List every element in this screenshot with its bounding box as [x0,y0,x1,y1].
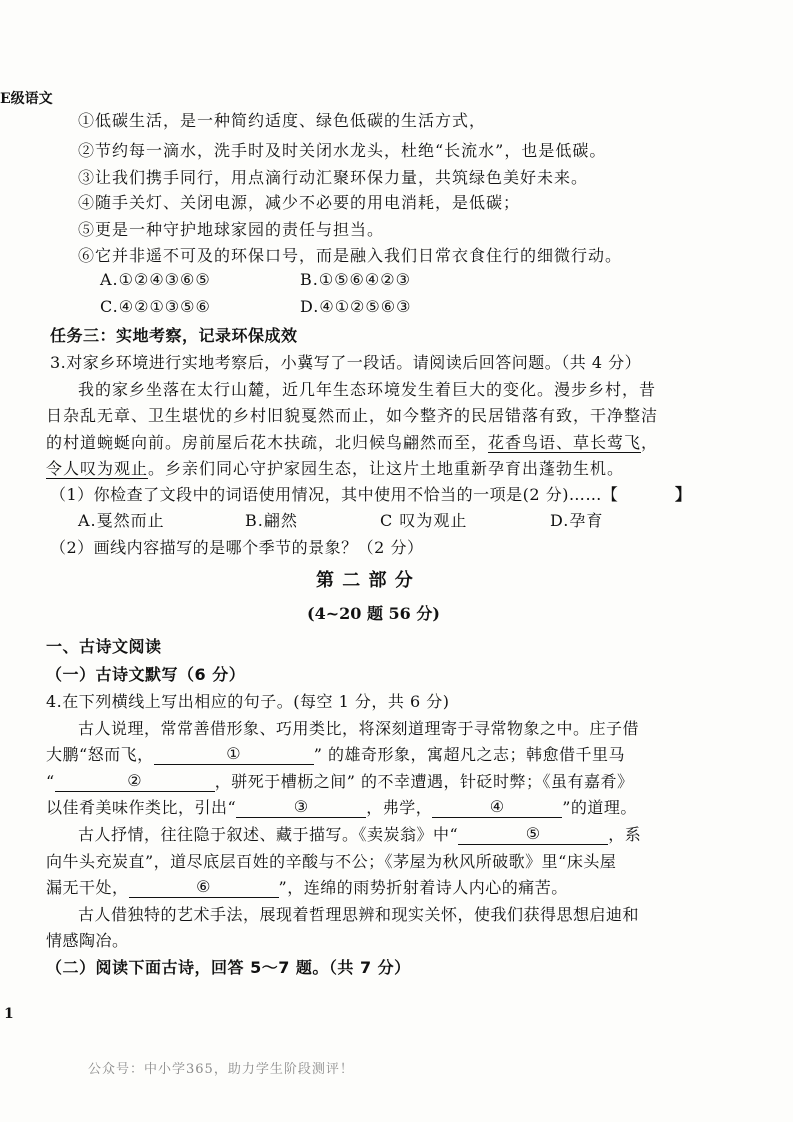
para1-line-4-c: ”的道理。 [562,798,637,817]
footer-watermark: 公众号：中小学365，助力学生阶段测评！ [88,1062,354,1077]
para1-line-2-b: ” 的雄奇形象，寓超凡之志；韩愈借千里马 [313,745,625,764]
para1-line-4-a: 以佳肴美味作类比，引出“ [46,798,237,817]
para2-line-1-b: ，系 [608,825,642,844]
blank-2[interactable]: ② [55,772,215,792]
para2-line-3-a: 漏无干处， [46,878,129,897]
sentence-5: ⑤更是一种守护地球家园的责任与担当。 [78,220,385,239]
answer-bracket-close: 】 [675,485,692,504]
para1-line-3-b: ，骈死于槽枥之间” 的不幸遭遇，针砭时弊；《虽有嘉肴》 [214,772,634,791]
part2-title: 第 二 部 分 [316,570,414,591]
task3-title: 任务三：实地考察，记录环保成效 [50,326,298,345]
passage-line-2: 日杂乱无章、卫生堪忧的乡村旧貌戛然而止，如今整齐的民居错落有致，干净整洁 [46,406,659,425]
subquestion-2: （2）画线内容描写的是哪个季节的景象？（2 分） [50,538,424,557]
sentence-3: ③让我们携手同行，用点滴行动汇聚环保力量，共筑绿色美好未来。 [78,168,589,187]
para2-line-1 [78,822,641,845]
sentence-6: ⑥它并非遥不可及的环保口号，而是融入我们日常衣食住行的细微行动。 [78,246,623,265]
para3-line-1: 古人借独特的艺术手法，展现着哲理思辨和现实关怀，使我们获得思想启迪和 [78,905,640,924]
sub1-option-c: C 叹为观止 [380,511,468,530]
passage-line-3-end: ， [641,433,659,452]
sentence-1: ①低碳生活，是一种简约适度、绿色低碳的生活方式， [78,111,487,130]
underlined-phrase-2: 令人叹为观止 [46,459,149,478]
section1-sub1-title: （一）古诗文默写（6 分） [46,665,246,684]
para2-line-2: 向牛头充炭直”，道尽底层百姓的辛酸与不公；《茅屋为秋风所破歌》里“床头屋 [46,852,617,871]
subquestion-1: （1）你检查了文段中的词语使用情况，其中使用不恰当的一项是(2 分)……【 [50,485,619,504]
passage-line-3 [46,430,658,453]
header-fragment: E级语文 [0,91,53,107]
blank-3[interactable]: ③ [236,798,366,818]
passage-line-4-text: 。乡亲们同心守护家园生态，让这片土地重新孕育出蓬勃生机。 [148,459,625,478]
task3-question: 3.对家乡环境进行实地考察后，小冀写了一段话。请阅读后回答问题。（共 4 分） [50,353,642,372]
para3-line-2: 情感陶冶。 [46,931,129,950]
option-a: A.①②④③⑥⑤ [100,270,211,289]
sentence-4: ④随手关灯、关闭电源，减少不必要的用电消耗，是低碳； [78,193,521,212]
option-c: C.④②①③⑤⑥ [100,297,211,316]
blank-6[interactable]: ⑥ [129,878,279,898]
underlined-phrase-1: 花香鸟语、草长莺飞 [488,433,642,452]
para2-line-3 [46,875,568,898]
option-d: D.④①②⑤⑥③ [300,297,412,316]
para1-line-3 [46,769,633,792]
part2-subtitle: (4~20 题 56 分) [307,604,440,623]
para1-line-4-b: ，弗学， [366,798,433,817]
section1-title: 一、古诗文阅读 [46,637,162,656]
passage-line-1: 我的家乡坐落在太行山麓，近几年生态环境发生着巨大的变化。漫步乡村，昔 [78,380,657,399]
question-4: 4.在下列横线上写出相应的句子。(每空 1 分，共 6 分) [46,692,450,711]
section1-sub2-title: （二）阅读下面古诗，回答 5～7 题。（共 7 分） [46,958,411,977]
page-number: 1 [4,1006,14,1022]
para1-line-3-a: “ [46,772,55,791]
blank-4[interactable]: ④ [432,798,562,818]
para1-line-2 [46,742,625,765]
para2-line-3-b: ”，连绵的雨势折射着诗人内心的痛苦。 [278,878,568,897]
para2-line-1-a: 古人抒情，往往隐于叙述、藏于描写。《卖炭翁》中“ [78,825,459,844]
para1-line-1: 古人说理，常常善借形象、巧用类比，将深刻道理寄于寻常物象之中。庄子借 [78,719,640,738]
blank-5[interactable]: ⑤ [458,825,608,845]
para1-line-2-a: 大鹏“怒而飞， [46,745,154,764]
passage-line-3-text: 的村道蜿蜒向前。房前屋后花木扶疏，北归候鸟翩然而至， [46,433,489,452]
sub1-option-d: D.孕育 [550,511,604,530]
blank-1[interactable]: ① [154,745,314,765]
sub1-option-a: A.戛然而止 [78,511,165,530]
passage-line-4 [46,456,624,479]
sub1-option-b: B.翩然 [245,511,298,530]
option-b: B.①⑤⑥④②③ [300,270,411,289]
sentence-2: ②节约每一滴水，洗手时及时关闭水龙头，杜绝“长流水”，也是低碳。 [78,141,607,160]
para1-line-4 [46,795,637,818]
